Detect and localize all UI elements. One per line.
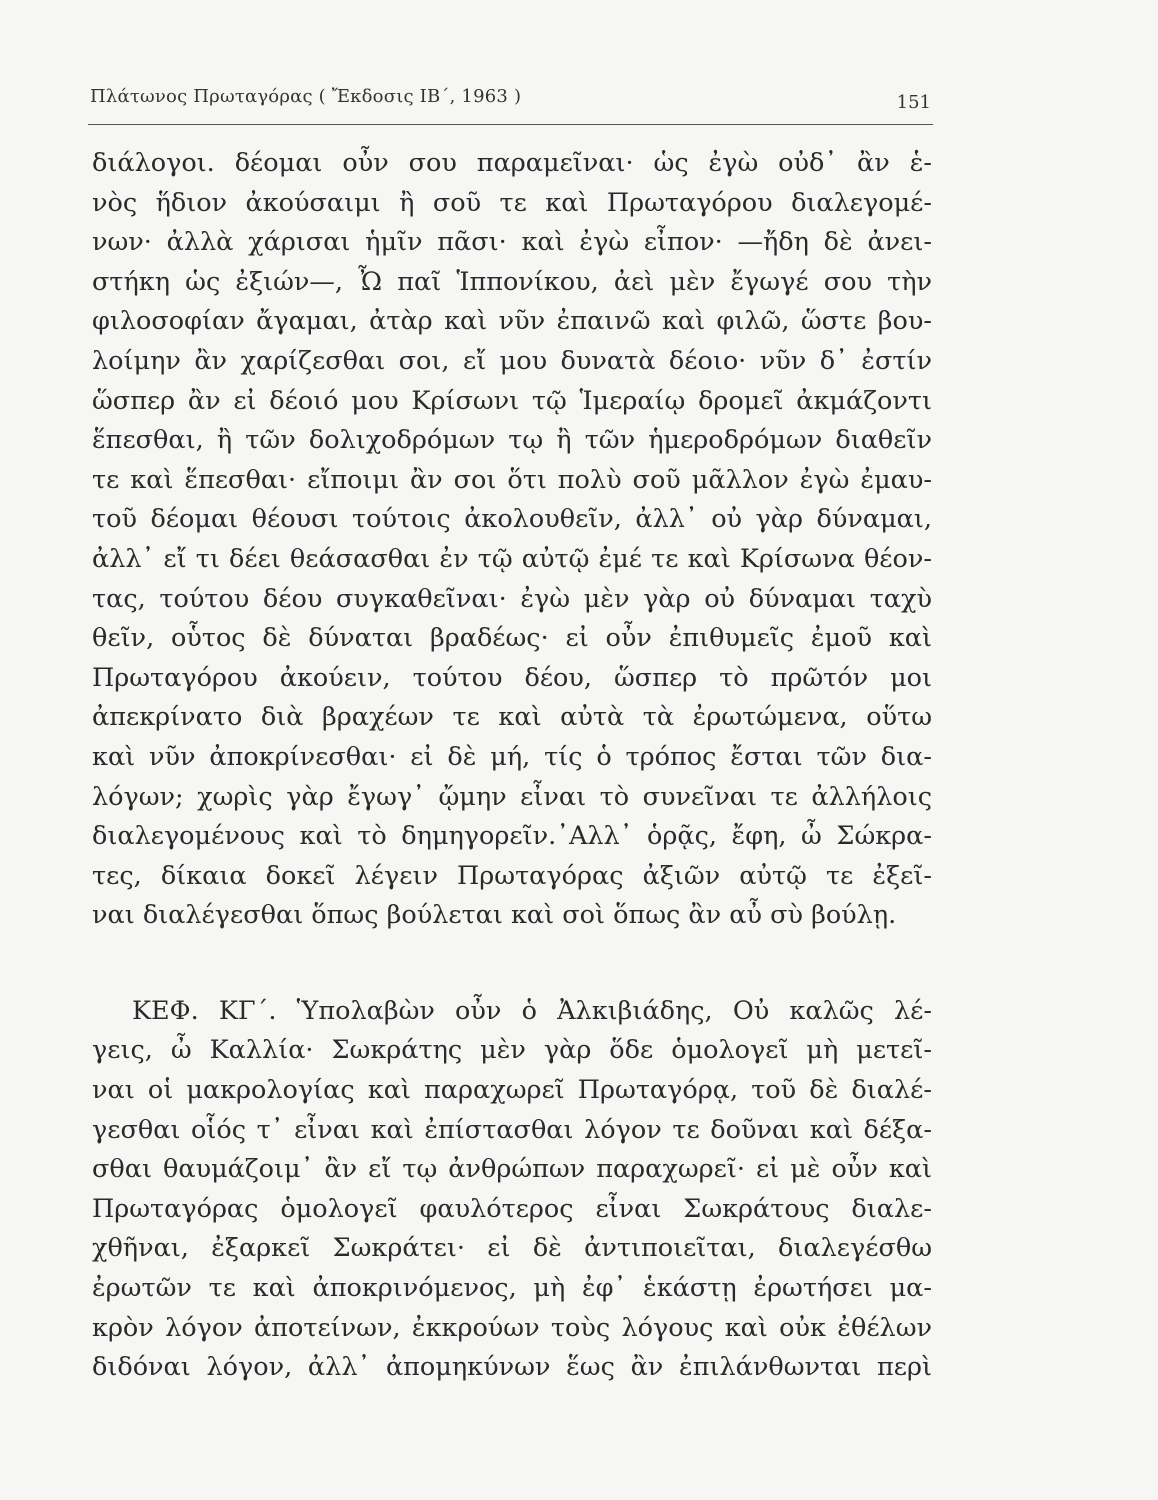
text-line: ὥσπερ ἂν εἰ δέοιό μου Κρίσωνι τῷ Ἱμεραίῳ δρομεῖ ἀκμάζοντι: [92, 385, 932, 416]
text-line: ἕπεσθαι, ἢ τῶν δολιχοδρόμων τῳ ἢ τῶν ἡμεροδρόμων διαθεῖν: [92, 425, 932, 456]
chapter-heading-line: ΚΕΦ. ΚΓ΄. Ὑπολαβὼν οὖν ὁ Ἀλκιβιάδης, Οὐ καλῶς λέ-: [132, 995, 932, 1026]
text-line: νων· ἀλλὰ χάρισαι ἡμῖν πᾶσι· καὶ ἐγὼ εἶπον· —ἤδη δὲ ἀνει-: [92, 227, 932, 258]
text-line: φιλοσοφίαν ἄγαμαι, ἀτὰρ καὶ νῦν ἐπαινῶ καὶ φιλῶ, ὥστε βου-: [92, 306, 932, 337]
text-line: Πρωταγόρας ὁμολογεῖ φαυλότερος εἶναι Σωκράτους διαλε-: [92, 1193, 932, 1224]
text-line: λοίμην ἂν χαρίζεσθαι σοι, εἴ μου δυνατὰ δέοιο· νῦν δ᾽ ἐστίν: [92, 345, 932, 376]
text-line: Πρωταγόρου ἀκούειν, τούτου δέου, ὥσπερ τὸ πρῶτόν μοι: [92, 662, 932, 693]
text-line: διάλογοι. δέομαι οὖν σου παραμεῖναι· ὡς ἐγὼ οὐδ᾽ ἂν ἑ-: [92, 148, 932, 178]
text-line: διαλεγομένους καὶ τὸ δημηγορεῖν.᾽Αλλ᾽ ὁρᾷς, ἔφη, ὦ Σώκρα-: [92, 821, 932, 852]
text-line: τας, τούτου δέου συγκαθεῖναι· ἐγὼ μὲν γὰρ οὐ δύναμαι ταχὺ: [92, 583, 932, 614]
paragraph-gap: [92, 936, 932, 992]
text-line: γεσθαι οἷός τ᾽ εἶναι καὶ ἐπίστασθαι λόγον τε δοῦναι καὶ δέξα-: [92, 1114, 932, 1145]
page-number: 151: [896, 92, 931, 113]
text-line: ἀπεκρίνατο διὰ βραχέων τε καὶ αὐτὰ τὰ ἐρωτώμενα, οὕτω: [92, 702, 932, 733]
body-text: [92, 144, 932, 1388]
text-line: σθαι θαυμάζοιμ᾽ ἂν εἴ τῳ ἀνθρώπων παραχωρεῖ· εἰ μὲ οὖν καὶ: [92, 1154, 932, 1185]
text-line: τοῦ δέομαι θέουσι τούτοις ἀκολουθεῖν, ἀλλ᾽ οὐ γὰρ δύναμαι,: [92, 504, 932, 535]
text-line: ναι διαλέγεσθαι ὅπως βούλεται καὶ σοὶ ὅπως ἂν αὖ σὺ βούλῃ.: [92, 900, 897, 931]
text-line: θεῖν, οὗτος δὲ δύναται βραδέως· εἰ οὖν ἐπιθυμεῖς ἐμοῦ καὶ: [92, 623, 932, 654]
text-line: κρὸν λόγον ἀποτείνων, ἐκκρούων τοὺς λόγους καὶ οὐκ ἐθέλων: [92, 1312, 932, 1343]
text-line: ναι οἱ μακρολογίας καὶ παραχωρεῖ Πρωταγόρᾳ, τοῦ δὲ διαλέ-: [92, 1075, 932, 1106]
text-line: καὶ νῦν ἀποκρίνεσθαι· εἰ δὲ μή, τίς ὁ τρόπος ἔσται τῶν δια-: [92, 741, 932, 772]
paragraph-1: [92, 144, 932, 936]
text-line: ἀλλ᾽ εἴ τι δέει θεάσασθαι ἐν τῷ αὐτῷ ἐμέ τε καὶ Κρίσωνα θέον-: [92, 543, 932, 574]
text-line: γεις, ὦ Καλλία· Σωκράτης μὲν γὰρ ὅδε ὁμολογεῖ μὴ μετεῖ-: [92, 1035, 932, 1066]
text-line: χθῆναι, ἐξαρκεῖ Σωκράτει· εἰ δὲ ἀντιποιεῖται, διαλεγέσθω: [92, 1233, 932, 1264]
text-line: στήκη ὡς ἐξιών—, Ὦ παῖ Ἱππονίκου, ἀεὶ μὲν ἔγωγέ σου τὴν: [92, 266, 932, 297]
text-line: λόγων; χωρὶς γὰρ ἔγωγ᾽ ᾤμην εἶναι τὸ συνεῖναι τε ἀλλήλοις: [92, 781, 932, 812]
running-head: Πλάτωνος Πρωταγόρας ( Ἔκδοσις ΙΒ΄, 1963 ): [90, 86, 522, 107]
text-line: τες, δίκαια δοκεῖ λέγειν Πρωταγόρας ἀξιῶν αὐτῷ τε ἐξεῖ-: [92, 860, 932, 891]
text-line: ἐρωτῶν τε καὶ ἀποκρινόμενος, μὴ ἐφ᾽ ἑκάστῃ ἐρωτήσει μα-: [92, 1273, 932, 1304]
text-line: τε καὶ ἕπεσθαι· εἴποιμι ἂν σοι ὅτι πολὺ σοῦ μᾶλλον ἐγὼ ἐμαυ-: [92, 464, 932, 495]
paragraph-2: [92, 992, 932, 1388]
text-line: διδόναι λόγον, ἀλλ᾽ ἀπομηκύνων ἕως ἂν ἐπιλάνθωνται περὶ: [92, 1352, 932, 1383]
text-line: νὸς ἥδιον ἀκούσαιμι ἢ σοῦ τε καὶ Πρωταγόρου διαλεγομέ-: [92, 187, 932, 218]
page-header: [88, 74, 933, 125]
